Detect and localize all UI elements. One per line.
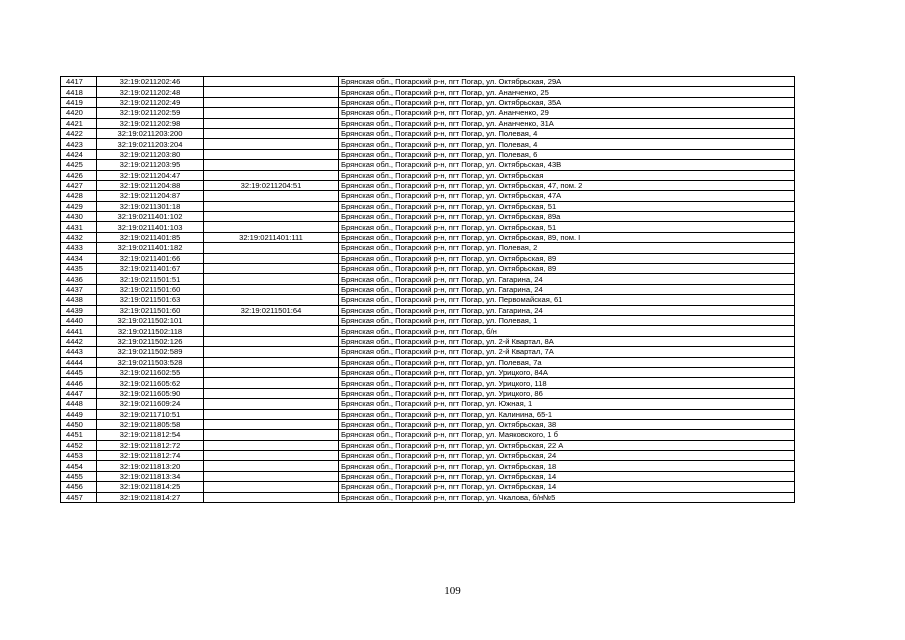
row-number-cell: 4450 xyxy=(61,419,97,429)
cadastral-number-cell: 32:19:0211401:85 xyxy=(97,232,204,242)
cadastral-number-cell: 32:19:0211602:55 xyxy=(97,367,204,377)
cadastral-number-cell: 32:19:0211503:528 xyxy=(97,357,204,367)
cadastral-number-cell: 32:19:0211501:60 xyxy=(97,305,204,315)
address-cell: Брянская обл., Погарский р-н, пгт Погар, ул. Урицкого, 118 xyxy=(339,378,795,388)
table-row xyxy=(61,212,795,222)
cadastral-number-cell: 32:19:0211812:54 xyxy=(97,430,204,440)
table-row xyxy=(61,430,795,440)
row-number-cell: 4425 xyxy=(61,160,97,170)
parent-cadastral-number-cell xyxy=(204,388,339,398)
address-cell: Брянская обл., Погарский р-н, пгт Погар, ул. Октябрьская, 24 xyxy=(339,451,795,461)
cadastral-number-cell: 32:19:0211203:204 xyxy=(97,139,204,149)
cadastral-number-cell: 32:19:0211605:90 xyxy=(97,388,204,398)
parent-cadastral-number-cell xyxy=(204,118,339,128)
table-row xyxy=(61,357,795,367)
table-row xyxy=(61,232,795,242)
parent-cadastral-number-cell xyxy=(204,201,339,211)
table-row xyxy=(61,471,795,481)
row-number-cell: 4427 xyxy=(61,180,97,190)
parent-cadastral-number-cell xyxy=(204,295,339,305)
row-number-cell: 4441 xyxy=(61,326,97,336)
row-number-cell: 4444 xyxy=(61,357,97,367)
parent-cadastral-number-cell: 32:19:0211204:51 xyxy=(204,180,339,190)
table-row xyxy=(61,305,795,315)
row-number-cell: 4453 xyxy=(61,451,97,461)
cadastral-number-cell: 32:19:0211401:103 xyxy=(97,222,204,232)
parent-cadastral-number-cell xyxy=(204,409,339,419)
address-cell: Брянская обл., Погарский р-н, пгт Погар, б/н xyxy=(339,326,795,336)
table-row xyxy=(61,97,795,107)
parent-cadastral-number-cell xyxy=(204,139,339,149)
parent-cadastral-number-cell xyxy=(204,128,339,138)
address-cell: Брянская обл., Погарский р-н, пгт Погар, ул. Ананченко, 25 xyxy=(339,87,795,97)
address-cell: Брянская обл., Погарский р-н, пгт Погар, ул. Полевая, 4 xyxy=(339,128,795,138)
cadastral-number-cell: 32:19:0211502:126 xyxy=(97,336,204,346)
table-row xyxy=(61,77,795,87)
address-cell: Брянская обл., Погарский р-н, пгт Погар, ул. Октябрьская, 14 xyxy=(339,471,795,481)
table-row xyxy=(61,440,795,450)
parent-cadastral-number-cell xyxy=(204,108,339,118)
table-row xyxy=(61,347,795,357)
table-row xyxy=(61,264,795,274)
parent-cadastral-number-cell xyxy=(204,77,339,87)
cadastral-number-cell: 32:19:0211502:101 xyxy=(97,315,204,325)
parent-cadastral-number-cell xyxy=(204,482,339,492)
address-cell: Брянская обл., Погарский р-н, пгт Погар, ул. Первомайская, 61 xyxy=(339,295,795,305)
cadastral-number-cell: 32:19:0211812:74 xyxy=(97,451,204,461)
table-row xyxy=(61,180,795,190)
parent-cadastral-number-cell xyxy=(204,170,339,180)
address-cell: Брянская обл., Погарский р-н, пгт Погар, ул. Октябрьская, 89 xyxy=(339,264,795,274)
table-row xyxy=(61,274,795,284)
parent-cadastral-number-cell xyxy=(204,264,339,274)
address-cell: Брянская обл., Погарский р-н, пгт Погар, ул. Ананченко, 31А xyxy=(339,118,795,128)
parent-cadastral-number-cell xyxy=(204,440,339,450)
table-row xyxy=(61,222,795,232)
address-cell: Брянская обл., Погарский р-н, пгт Погар, ул. Гагарина, 24 xyxy=(339,284,795,294)
parent-cadastral-number-cell xyxy=(204,451,339,461)
cadastral-number-cell: 32:19:0211401:102 xyxy=(97,212,204,222)
table-row xyxy=(61,295,795,305)
address-cell: Брянская обл., Погарский р-н, пгт Погар, ул. Октябрьская, 89, пом. I xyxy=(339,232,795,242)
address-cell: Брянская обл., Погарский р-н, пгт Погар, ул. Калинина, 65-1 xyxy=(339,409,795,419)
table-row xyxy=(61,388,795,398)
parent-cadastral-number-cell xyxy=(204,399,339,409)
parent-cadastral-number-cell xyxy=(204,461,339,471)
parent-cadastral-number-cell xyxy=(204,315,339,325)
parent-cadastral-number-cell xyxy=(204,87,339,97)
cadastral-number-cell: 32:19:0211204:88 xyxy=(97,180,204,190)
table-row xyxy=(61,191,795,201)
row-number-cell: 4439 xyxy=(61,305,97,315)
row-number-cell: 4446 xyxy=(61,378,97,388)
cadastral-number-cell: 32:19:0211202:98 xyxy=(97,118,204,128)
parent-cadastral-number-cell xyxy=(204,212,339,222)
row-number-cell: 4435 xyxy=(61,264,97,274)
table-row xyxy=(61,118,795,128)
row-number-cell: 4420 xyxy=(61,108,97,118)
parent-cadastral-number-cell xyxy=(204,97,339,107)
address-cell: Брянская обл., Погарский р-н, пгт Погар, ул. Гагарина, 24 xyxy=(339,305,795,315)
table-row xyxy=(61,128,795,138)
cadastral-number-cell: 32:19:0211202:46 xyxy=(97,77,204,87)
address-cell: Брянская обл., Погарский р-н, пгт Погар, ул. Ананченко, 29 xyxy=(339,108,795,118)
cadastral-number-cell: 32:19:0211605:62 xyxy=(97,378,204,388)
address-cell: Брянская обл., Погарский р-н, пгт Погар, ул. Урицкого, 84А xyxy=(339,367,795,377)
address-cell: Брянская обл., Погарский р-н, пгт Погар, ул. Полевая, 1 xyxy=(339,315,795,325)
row-number-cell: 4426 xyxy=(61,170,97,180)
parent-cadastral-number-cell xyxy=(204,222,339,232)
table-row xyxy=(61,326,795,336)
parent-cadastral-number-cell xyxy=(204,347,339,357)
table-row xyxy=(61,253,795,263)
cadastral-number-cell: 32:19:0211814:25 xyxy=(97,482,204,492)
cadastral-number-cell: 32:19:0211502:118 xyxy=(97,326,204,336)
row-number-cell: 4421 xyxy=(61,118,97,128)
page-number: 109 xyxy=(444,585,461,597)
cadastral-number-cell: 32:19:0211204:47 xyxy=(97,170,204,180)
address-cell: Брянская обл., Погарский р-н, пгт Погар, ул. Октябрьская, 38 xyxy=(339,419,795,429)
row-number-cell: 4437 xyxy=(61,284,97,294)
row-number-cell: 4440 xyxy=(61,315,97,325)
table-row xyxy=(61,399,795,409)
address-cell: Брянская обл., Погарский р-н, пгт Погар, ул. Октябрьская, 43В xyxy=(339,160,795,170)
table-row xyxy=(61,87,795,97)
address-cell: Брянская обл., Погарский р-н, пгт Погар, ул. Полевая, 6 xyxy=(339,149,795,159)
row-number-cell: 4452 xyxy=(61,440,97,450)
parent-cadastral-number-cell xyxy=(204,253,339,263)
cadastral-number-cell: 32:19:0211812:72 xyxy=(97,440,204,450)
address-cell: Брянская обл., Погарский р-н, пгт Погар, ул. Южная, 1 xyxy=(339,399,795,409)
parent-cadastral-number-cell xyxy=(204,191,339,201)
row-number-cell: 4456 xyxy=(61,482,97,492)
table-row xyxy=(61,243,795,253)
cadastral-number-cell: 32:19:0211814:27 xyxy=(97,492,204,502)
table-row xyxy=(61,336,795,346)
address-cell: Брянская обл., Погарский р-н, пгт Погар, ул. Октябрьская, 89а xyxy=(339,212,795,222)
address-cell: Брянская обл., Погарский р-н, пгт Погар, ул. Октябрьская, 51 xyxy=(339,222,795,232)
parent-cadastral-number-cell xyxy=(204,149,339,159)
parent-cadastral-number-cell xyxy=(204,367,339,377)
address-cell: Брянская обл., Погарский р-н, пгт Погар, ул. Гагарина, 24 xyxy=(339,274,795,284)
address-cell: Брянская обл., Погарский р-н, пгт Погар, ул. Октябрьская, 89 xyxy=(339,253,795,263)
row-number-cell: 4436 xyxy=(61,274,97,284)
table-row xyxy=(61,160,795,170)
cadastral-number-cell: 32:19:0211813:34 xyxy=(97,471,204,481)
address-cell: Брянская обл., Погарский р-н, пгт Погар, ул. Урицкого, 86 xyxy=(339,388,795,398)
row-number-cell: 4457 xyxy=(61,492,97,502)
parent-cadastral-number-cell xyxy=(204,326,339,336)
address-cell: Брянская обл., Погарский р-н, пгт Погар, ул. Полевая, 4 xyxy=(339,139,795,149)
row-number-cell: 4447 xyxy=(61,388,97,398)
row-number-cell: 4448 xyxy=(61,399,97,409)
address-cell: Брянская обл., Погарский р-н, пгт Погар, ул. Октябрьская, 29А xyxy=(339,77,795,87)
table-row xyxy=(61,367,795,377)
address-cell: Брянская обл., Погарский р-н, пгт Погар, ул. Октябрьская, 18 xyxy=(339,461,795,471)
row-number-cell: 4433 xyxy=(61,243,97,253)
cadastral-number-cell: 32:19:0211813:20 xyxy=(97,461,204,471)
parent-cadastral-number-cell xyxy=(204,243,339,253)
row-number-cell: 4418 xyxy=(61,87,97,97)
parent-cadastral-number-cell xyxy=(204,430,339,440)
cadastral-number-cell: 32:19:0211301:18 xyxy=(97,201,204,211)
cadastral-number-cell: 32:19:0211202:48 xyxy=(97,87,204,97)
cadastral-number-cell: 32:19:0211203:200 xyxy=(97,128,204,138)
address-cell: Брянская обл., Погарский р-н, пгт Погар, ул. 2-й Квартал, 8А xyxy=(339,336,795,346)
address-cell: Брянская обл., Погарский р-н, пгт Погар, ул. Полевая, 2 xyxy=(339,243,795,253)
cadastral-number-cell: 32:19:0211203:80 xyxy=(97,149,204,159)
row-number-cell: 4445 xyxy=(61,367,97,377)
table-row xyxy=(61,378,795,388)
address-cell: Брянская обл., Погарский р-н, пгт Погар, ул. Октябрьская, 14 xyxy=(339,482,795,492)
table-row xyxy=(61,419,795,429)
table-row xyxy=(61,451,795,461)
cadastral-number-cell: 32:19:0211202:59 xyxy=(97,108,204,118)
cadastral-number-cell: 32:19:0211202:49 xyxy=(97,97,204,107)
row-number-cell: 4423 xyxy=(61,139,97,149)
table-row xyxy=(61,461,795,471)
address-cell: Брянская обл., Погарский р-н, пгт Погар, ул. Октябрьская, 51 xyxy=(339,201,795,211)
cadastral-number-cell: 32:19:0211401:182 xyxy=(97,243,204,253)
cadastral-number-cell: 32:19:0211501:60 xyxy=(97,284,204,294)
row-number-cell: 4442 xyxy=(61,336,97,346)
table-body xyxy=(61,77,795,503)
row-number-cell: 4419 xyxy=(61,97,97,107)
row-number-cell: 4430 xyxy=(61,212,97,222)
row-number-cell: 4455 xyxy=(61,471,97,481)
table-row xyxy=(61,149,795,159)
cadastral-number-cell: 32:19:0211401:66 xyxy=(97,253,204,263)
address-cell: Брянская обл., Погарский р-н, пгт Погар, ул. Полевая, 7а xyxy=(339,357,795,367)
parent-cadastral-number-cell xyxy=(204,274,339,284)
cadastral-number-cell: 32:19:0211203:95 xyxy=(97,160,204,170)
parent-cadastral-number-cell xyxy=(204,357,339,367)
row-number-cell: 4454 xyxy=(61,461,97,471)
cadastral-number-cell: 32:19:0211501:51 xyxy=(97,274,204,284)
table-row xyxy=(61,108,795,118)
cadastral-number-cell: 32:19:0211204:87 xyxy=(97,191,204,201)
parent-cadastral-number-cell xyxy=(204,284,339,294)
address-cell: Брянская обл., Погарский р-н, пгт Погар, ул. Чкалова, б/н№5 xyxy=(339,492,795,502)
row-number-cell: 4417 xyxy=(61,77,97,87)
row-number-cell: 4429 xyxy=(61,201,97,211)
parent-cadastral-number-cell xyxy=(204,419,339,429)
address-cell: Брянская обл., Погарский р-н, пгт Погар, ул. Октябрьская, 35А xyxy=(339,97,795,107)
parent-cadastral-number-cell: 32:19:0211401:111 xyxy=(204,232,339,242)
parent-cadastral-number-cell: 32:19:0211501:64 xyxy=(204,305,339,315)
address-cell: Брянская обл., Погарский р-н, пгт Погар, ул. Октябрьская, 47, пом. 2 xyxy=(339,180,795,190)
parent-cadastral-number-cell xyxy=(204,160,339,170)
parent-cadastral-number-cell xyxy=(204,336,339,346)
row-number-cell: 4432 xyxy=(61,232,97,242)
address-cell: Брянская обл., Погарский р-н, пгт Погар, ул. 2-й Квартал, 7А xyxy=(339,347,795,357)
address-cell: Брянская обл., Погарский р-н, пгт Погар, ул. Октябрьская, 47А xyxy=(339,191,795,201)
table-row xyxy=(61,482,795,492)
cadastral-number-cell: 32:19:0211805:58 xyxy=(97,419,204,429)
row-number-cell: 4431 xyxy=(61,222,97,232)
row-number-cell: 4428 xyxy=(61,191,97,201)
cadastral-number-cell: 32:19:0211501:63 xyxy=(97,295,204,305)
row-number-cell: 4449 xyxy=(61,409,97,419)
row-number-cell: 4451 xyxy=(61,430,97,440)
table-row xyxy=(61,409,795,419)
table-row xyxy=(61,284,795,294)
row-number-cell: 4443 xyxy=(61,347,97,357)
parent-cadastral-number-cell xyxy=(204,492,339,502)
table-row xyxy=(61,201,795,211)
table-row xyxy=(61,315,795,325)
table-row xyxy=(61,492,795,502)
address-cell: Брянская обл., Погарский р-н, пгт Погар, ул. Октябрьская, 22 А xyxy=(339,440,795,450)
table-row xyxy=(61,139,795,149)
cadastral-number-cell: 32:19:0211401:67 xyxy=(97,264,204,274)
row-number-cell: 4424 xyxy=(61,149,97,159)
cadastral-registry-table xyxy=(60,76,795,503)
row-number-cell: 4438 xyxy=(61,295,97,305)
parent-cadastral-number-cell xyxy=(204,378,339,388)
cadastral-number-cell: 32:19:0211609:24 xyxy=(97,399,204,409)
cadastral-number-cell: 32:19:0211710:51 xyxy=(97,409,204,419)
address-cell: Брянская обл., Погарский р-н, пгт Погар, ул. Маяковского, 1 б xyxy=(339,430,795,440)
cadastral-number-cell: 32:19:0211502:589 xyxy=(97,347,204,357)
row-number-cell: 4434 xyxy=(61,253,97,263)
address-cell: Брянская обл., Погарский р-н, пгт Погар, ул. Октябрьская xyxy=(339,170,795,180)
parent-cadastral-number-cell xyxy=(204,471,339,481)
table-row xyxy=(61,170,795,180)
row-number-cell: 4422 xyxy=(61,128,97,138)
